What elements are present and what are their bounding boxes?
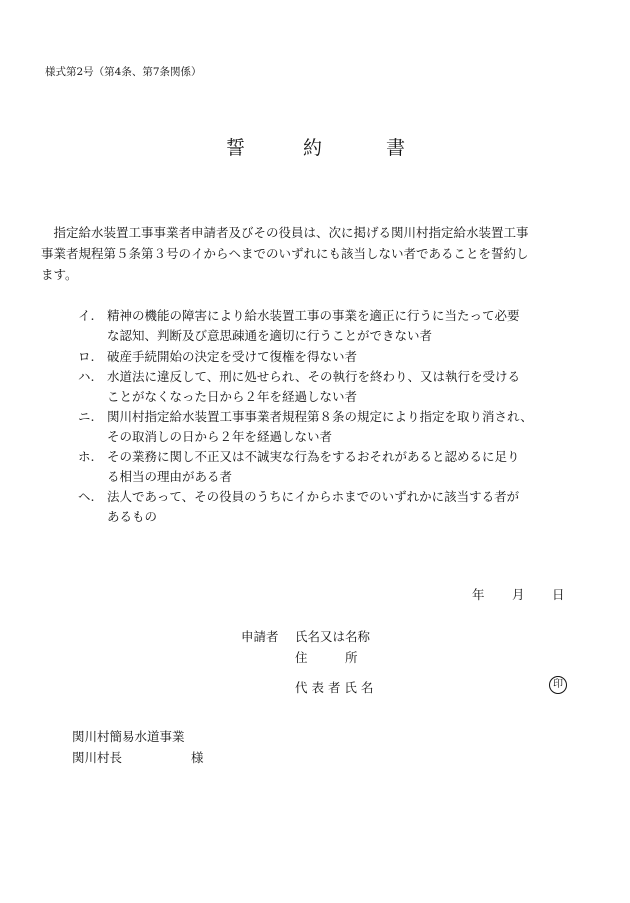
document-title-char-1: 誓: [226, 137, 246, 159]
item-mark-i: イ.: [78, 308, 95, 323]
pledge-paragraph-line: 指定給水装置工事事業者申請者及びその役員は、次に掲げる関川村指定給水装置工事: [41, 225, 529, 240]
applicant-name-label: 氏名又は名称: [295, 629, 371, 644]
addressee-honorific: 様: [191, 750, 204, 765]
pledge-paragraph-line: ます。: [41, 267, 78, 282]
item-mark-ha: ハ.: [78, 369, 95, 384]
item-mark-ro: ロ.: [78, 349, 95, 364]
item-i-text-line: 精神の機能の障害により給水装置工事の事業を適正に行うに当たって必要: [107, 308, 520, 323]
item-ni-text-line: その取消しの日から２年を経過しない者: [107, 429, 333, 444]
applicant-label: 申請者: [241, 629, 279, 644]
item-ho-text-line: る相当の理由がある者: [107, 469, 233, 484]
item-ha-text-line: 水道法に違反して、刑に処せられ、その執行を終わり、又は執行を受ける: [107, 369, 521, 384]
item-he-text-line: 法人であって、その役員のうちにイからホまでのいずれかに該当する者が: [107, 489, 520, 504]
form-number: 様式第2号（第4条、第7条関係）: [45, 66, 202, 78]
item-ho-text-line: その業務に関し不正又は不誠実な行為をするおそれがあると認めるに足り: [107, 449, 520, 464]
item-ro-text-line: 破産手続開始の決定を受けて復権を得ない者: [107, 349, 358, 364]
date-month: 月: [512, 587, 525, 602]
item-he-text-line: あるもの: [107, 509, 158, 524]
item-mark-ho: ホ.: [78, 449, 95, 464]
item-ha-text-line: ことがなくなった日から２年を経過しない者: [107, 389, 358, 404]
document-title-char-3: 書: [386, 137, 406, 159]
document-title-char-2: 約: [303, 137, 323, 159]
seal-mark: 印: [549, 676, 567, 694]
applicant-address-label: 住 所: [295, 650, 358, 665]
addressee-organization: 関川村簡易水道事業: [72, 729, 185, 744]
item-i-text-line: な認知、判断及び意思疎通を適切に行うことができない者: [107, 328, 433, 343]
addressee-mayor: 関川村長: [72, 750, 123, 765]
representative-name-label: 代 表 者 氏 名: [295, 680, 374, 695]
item-ni-text-line: 関川村指定給水装置工事事業者規程第８条の規定により指定を取り消され、: [107, 409, 533, 424]
pledge-paragraph-line: 事業者規程第５条第３号のイからヘまでのいずれにも該当しない者であることを誓約し: [41, 246, 529, 261]
item-mark-he: ヘ.: [78, 489, 95, 504]
item-mark-ni: ニ.: [78, 409, 95, 424]
date-day: 日: [552, 587, 565, 602]
date-year: 年: [472, 587, 485, 602]
